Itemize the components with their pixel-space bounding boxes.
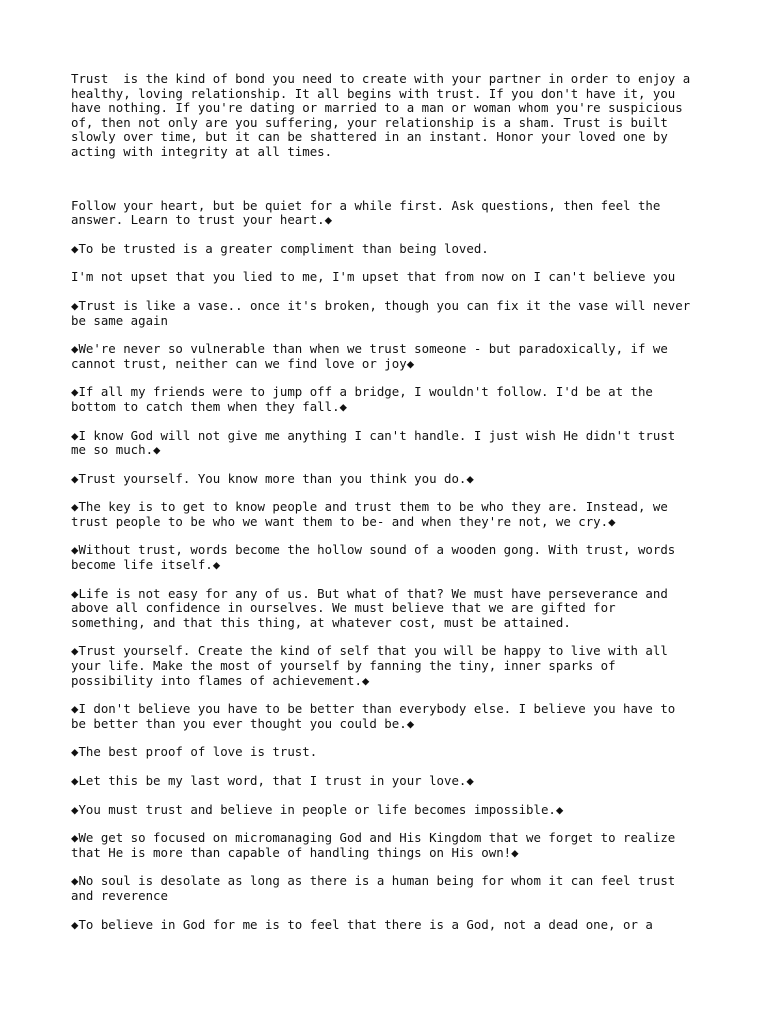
quote-paragraph: ◆The key is to get to know people and trust them to be who they are. Instead, we trust people to be who we want them to be- and when they're not, we cry.◆	[71, 499, 668, 529]
quote-paragraph: ◆You must trust and believe in people or life becomes impossible.◆	[71, 801, 564, 817]
quote-paragraph: ◆To be trusted is a greater compliment than being loved.	[71, 240, 489, 256]
quote-paragraph: ◆Trust yourself. Create the kind of self that you will be happy to live with all your life. Make the most of yourself by fanning the tiny, inner sparks of possibility into flames of achievement.◆	[71, 643, 668, 688]
quote-paragraph: ◆I don't believe you have to be better than everybody else. I believe you have to be better than you ever thought you could be.◆	[71, 701, 676, 731]
quote-paragraph: ◆The best proof of love is trust.	[71, 744, 318, 760]
quote-paragraph: ◆We get so focused on micromanaging God and His Kingdom that we forget to realize that He is more than capable of handling things on His own!◆	[71, 830, 676, 860]
quote-paragraph: I'm not upset that you lied to me, I'm upset that from now on I can't believe you	[71, 269, 676, 285]
quote-paragraph: ◆If all my friends were to jump off a bridge, I wouldn't follow. I'd be at the bottom to catch them when they fall.◆	[71, 384, 653, 414]
document-page	[71, 72, 711, 932]
quote-paragraph: ◆Trust yourself. You know more than you think you do.◆	[71, 470, 474, 486]
quote-paragraph: ◆Without trust, words become the hollow sound of a wooden gong. With trust, words become life itself.◆	[71, 542, 676, 573]
intro-paragraph: Trust is the kind of bond you need to create with your partner in order to enjoy a healthy, loving relationship. It all begins with trust. If you don't have it, you have nothing. If you're dating or married to a man or woman whom you're suspicious of, then not only are you suffering, your relationship is a sham. Trust is built slowly over time, but it can be shattered in an instant. Honor your loved one by acting with integrity at all times.	[71, 71, 691, 159]
quote-paragraph: ◆We're never so vulnerable than when we trust someone - but paradoxically, if we cannot trust, neither can we find love or joy◆	[71, 341, 668, 371]
quote-paragraph: ◆I know God will not give me anything I can't handle. I just wish He didn't trust me so much.◆	[71, 427, 676, 458]
quote-paragraph: ◆No soul is desolate as long as there is a human being for whom it can feel trust and reverence	[71, 873, 676, 903]
quote-paragraph: ◆Trust is like a vase.. once it's broken, though you can fix it the vase will never be same again	[71, 297, 691, 328]
quote-paragraph: ◆Life is not easy for any of us. But what of that? We must have perseverance and above all confidence in ourselves. We must believe that we are gifted for something, and that this thing, at whatever cost, must be attained.	[71, 585, 668, 630]
quote-paragraph: ◆To believe in God for me is to feel that there is a God, not a dead one, or a	[71, 916, 653, 932]
quote-paragraph: Follow your heart, but be quiet for a while first. Ask questions, then feel the answer. Learn to trust your heart.◆	[71, 197, 661, 228]
quote-paragraph: ◆Let this be my last word, that I trust in your love.◆	[71, 773, 474, 788]
